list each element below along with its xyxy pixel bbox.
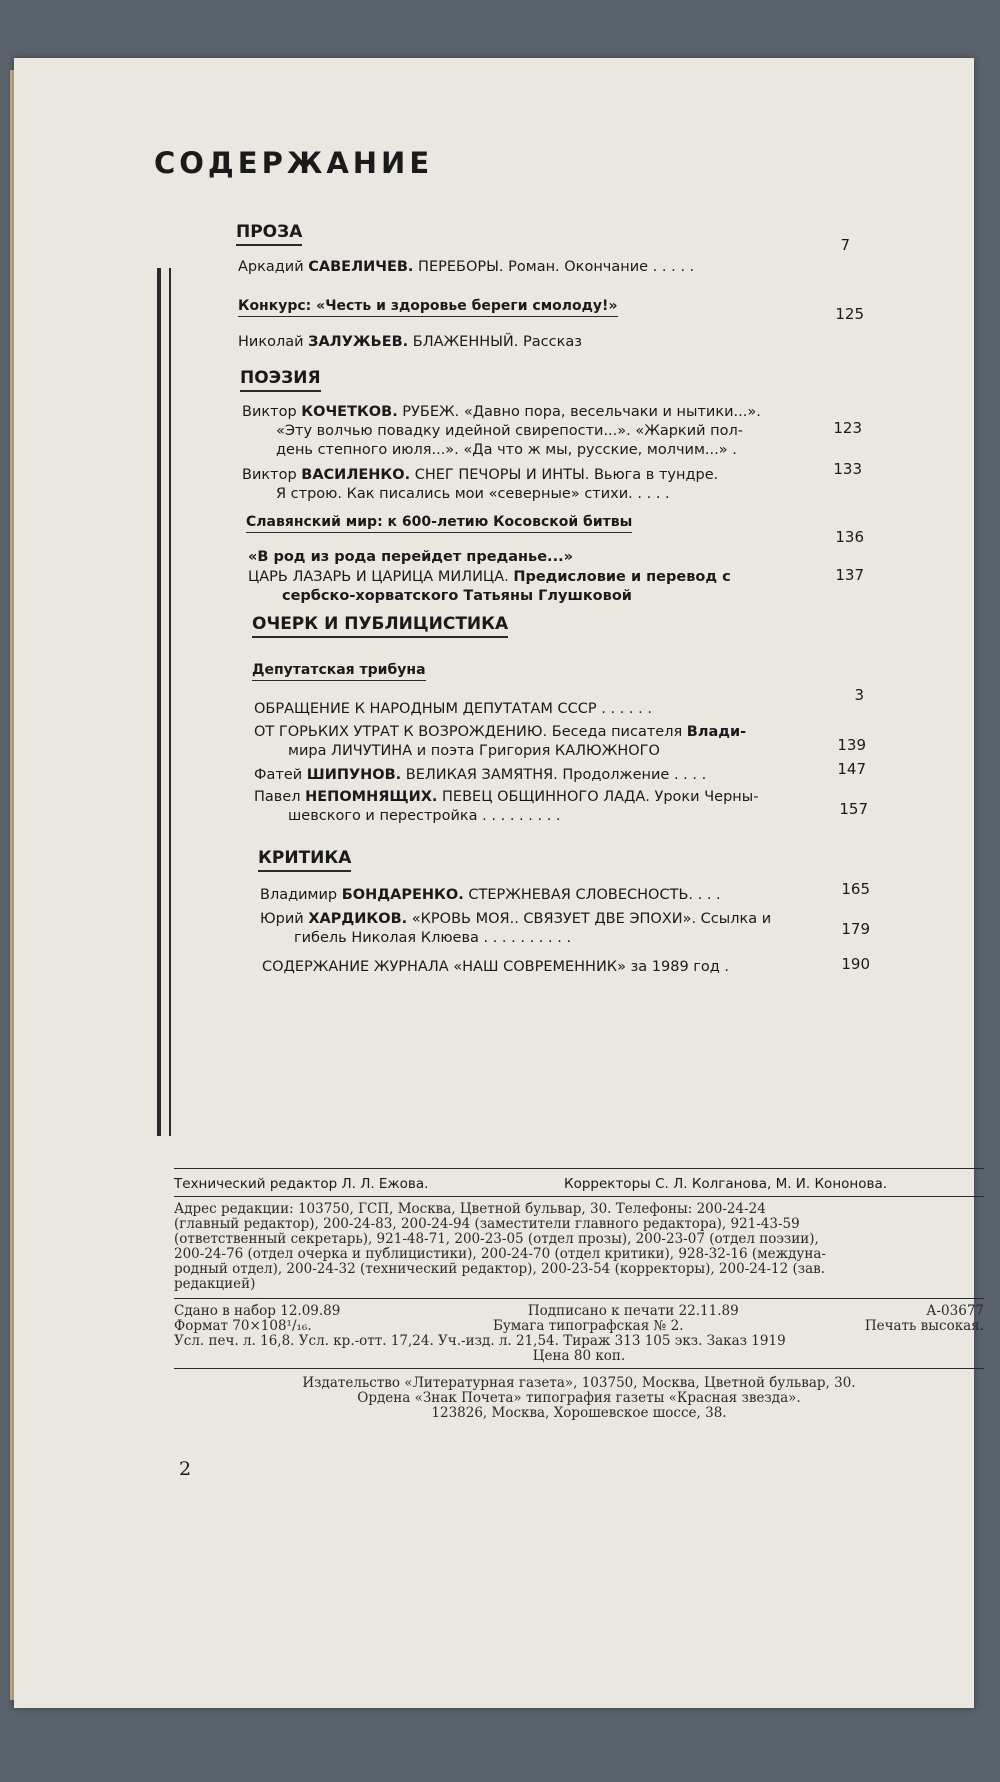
address-line: (ответственный секретарь), 921-48-71, 200-23-05 (отдел прозы), 200-23-07 (отдел поэзии), <box>174 1231 819 1247</box>
subsection-slav: Славянский мир: к 600-летию Косовской битвы <box>246 514 632 533</box>
entry-title: ОБРАЩЕНИЕ К НАРОДНЫМ ДЕПУТАТАМ СССР . . . . . . <box>254 701 652 717</box>
entry-name: ШИПУНОВ. <box>306 767 402 783</box>
entry-title: СНЕГ ПЕЧОРЫ И ИНТЫ. Вьюга в тундре. <box>410 467 719 483</box>
entry-page: 3 <box>854 686 864 704</box>
toc-entry[interactable] <box>238 258 938 277</box>
entry-title: ОТ ГОРЬКИХ УТРАТ К ВОЗРОЖДЕНИЮ. Беседа писателя <box>254 724 687 740</box>
entry-name: НЕПОМНЯЩИХ. <box>305 789 438 805</box>
entry-name: ВАСИЛЕНКО. <box>301 467 411 483</box>
entry-title: «КРОВЬ МОЯ.. СВЯЗУЕТ ДВЕ ЭПОХИ». Ссылка и <box>407 911 772 927</box>
address-line: родный отдел), 200-24-32 (технический редактор), 200-23-54 (корректоры), 200-24-12 (зав. <box>174 1261 826 1277</box>
address-line: (главный редактор), 200-24-83, 200-24-94 (заместители главного редактора), 921-43-59 <box>174 1216 800 1232</box>
divider <box>174 1196 984 1197</box>
entry-author: Павел <box>254 789 306 805</box>
entry-line: мира ЛИЧУТИНА и поэта Григория КАЛЮЖНОГО <box>288 743 660 759</box>
price: Цена 80 коп. <box>532 1348 626 1364</box>
entry-line: шевского и перестройка . . . . . . . . . <box>288 808 561 824</box>
section-ocherk: ОЧЕРК И ПУБЛИЦИСТИКА <box>252 614 508 638</box>
entry-name: ЗАЛУЖЬЕВ. <box>308 334 409 350</box>
journal-page <box>14 58 984 1708</box>
divider <box>174 1168 984 1169</box>
entry-page: 190 <box>841 955 870 973</box>
print-typeset: Сдано в набор 12.09.89 <box>174 1303 341 1319</box>
entry-title: СОДЕРЖАНИЕ ЖУРНАЛА «НАШ СОВРЕМЕННИК» за 1989 год . <box>262 959 730 975</box>
publisher-line: Издательство «Литературная газета», 103750, Москва, Цветной бульвар, 30. <box>302 1375 856 1391</box>
entry-title: ПЕВЕЦ ОБЩИННОГО ЛАДА. Уроки Черны- <box>437 789 759 805</box>
entry-page: 125 <box>835 305 864 323</box>
print-info <box>174 1304 984 1364</box>
divider <box>174 1298 984 1299</box>
divider <box>174 1368 984 1369</box>
entry-name: САВЕЛИЧЕВ. <box>308 259 414 275</box>
section-kritika: КРИТИКА <box>258 848 351 872</box>
print-method: Печать высокая. <box>864 1318 984 1334</box>
entry-title: БЛАЖЕННЫЙ. Рассказ <box>408 334 582 350</box>
entry-line: день степного июля...». «Да что ж мы, русские, молчим...» . <box>276 442 737 458</box>
entry-name: Предисловие и перевод с <box>513 569 731 585</box>
print-paper: Бумага типографская № 2. <box>492 1318 684 1334</box>
entry-title: ВЕЛИКАЯ ЗАМЯТНЯ. Продолжение . . . . <box>401 767 707 783</box>
entry-title: ПЕРЕБОРЫ. Роман. Окончание . . . . . <box>413 259 695 275</box>
entry-author: Виктор <box>242 404 302 420</box>
entry-name: ХАРДИКОВ. <box>308 911 408 927</box>
entry-author: Фатей <box>254 767 307 783</box>
entry-line: «Эту волчью повадку идейной свирепости...». «Жаркий пол- <box>276 423 744 439</box>
entry-author: Юрий <box>260 911 309 927</box>
entry-page: 123 <box>833 419 862 437</box>
vertical-rule <box>157 268 171 1136</box>
entry-line: гибель Николая Клюева . . . . . . . . . . <box>294 930 572 946</box>
publisher-line: 123826, Москва, Хорошевское шоссе, 38. <box>431 1405 727 1421</box>
print-volume: Усл. печ. л. 16,8. Усл. кр.-отт. 17,24. Уч.-изд. л. 21,54. Тираж 313 105 экз. Заказ 1919 <box>174 1333 786 1349</box>
correctors: Корректоры С. Л. Колганова, М. И. Кононова. <box>564 1176 888 1192</box>
entry-title: ЦАРЬ ЛАЗАРЬ И ЦАРИЦА МИЛИЦА. <box>248 569 514 585</box>
publisher-line: Ордена «Знак Почета» типография газеты «Красная звезда». <box>357 1390 801 1406</box>
entry-author: Владимир <box>260 887 342 903</box>
entry-name: Влади- <box>686 724 747 740</box>
entry-author: Виктор <box>242 467 302 483</box>
entry-name: КОЧЕТКОВ. <box>301 404 398 420</box>
toc-entry[interactable] <box>248 548 948 567</box>
toc-entry[interactable] <box>238 333 938 352</box>
page-title: СОДЕРЖАНИЕ <box>154 146 434 180</box>
tech-editor: Технический редактор Л. Л. Ежова. <box>174 1176 429 1192</box>
print-signed: Подписано к печати 22.11.89 <box>527 1303 739 1319</box>
entry-page: 139 <box>837 736 866 754</box>
entry-page: 179 <box>841 920 870 938</box>
publisher-block <box>174 1376 984 1421</box>
entry-name: БОНДАРЕНКО. <box>341 887 464 903</box>
entry-title: РУБЕЖ. «Давно пора, весельчаки и нытики...». <box>397 404 761 420</box>
subsection-konkurs: Конкурс: «Честь и здоровье береги смолоду!» <box>238 298 618 317</box>
entry-title: СТЕРЖНЕВАЯ СЛОВЕСНОСТЬ. . . . <box>463 887 721 903</box>
entry-page: 136 <box>835 528 864 546</box>
subsection-deput: Депутатская трибуна <box>252 662 426 681</box>
address-line: Адрес редакции: 103750, ГСП, Москва, Цветной бульвар, 30. Телефоны: 200-24-24 <box>174 1201 766 1217</box>
address-line: 200-24-76 (отдел очерка и публицистики), 200-24-70 (отдел критики), 928-32-16 (междуна- <box>174 1246 826 1262</box>
entry-author: Николай <box>238 334 309 350</box>
section-proza: ПРОЗА <box>236 222 302 246</box>
entry-page: 7 <box>840 236 850 254</box>
entry-page: 147 <box>837 760 866 778</box>
print-format: Формат 70×108¹/₁₆. <box>174 1318 312 1334</box>
section-poezia: ПОЭЗИЯ <box>240 368 321 392</box>
entry-page: 137 <box>835 566 864 584</box>
entry-name: «В род из рода перейдет преданье...» <box>248 549 573 565</box>
address-block <box>174 1202 984 1292</box>
address-line: редакцией) <box>174 1276 256 1292</box>
entry-page: 165 <box>841 880 870 898</box>
page-number: 2 <box>179 1458 192 1480</box>
entry-author: Аркадий <box>238 259 309 275</box>
entry-line: Я строю. Как писались мои «северные» стихи. . . . . <box>276 486 670 502</box>
toc-entry[interactable] <box>262 958 982 977</box>
print-code: А-03677 <box>926 1303 984 1319</box>
entry-line: сербско-хорватского Татьяны Глушковой <box>282 588 632 604</box>
entry-page: 133 <box>833 460 862 478</box>
entry-page: 157 <box>839 800 868 818</box>
